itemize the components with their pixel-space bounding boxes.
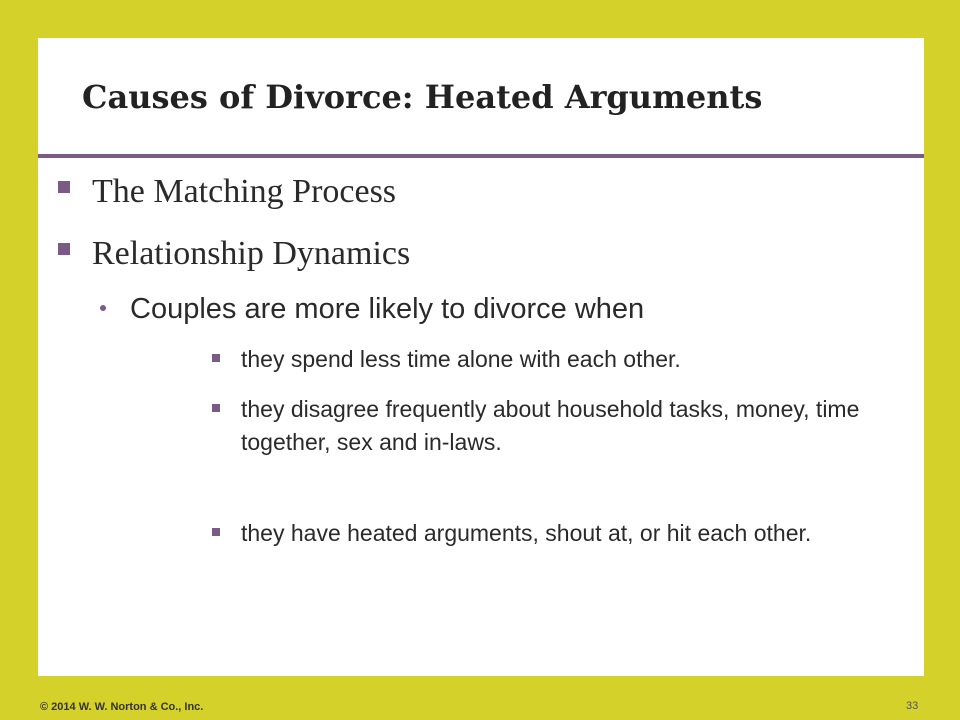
sub-sub-bullet-text: they disagree frequently about household tasks, money, time together, sex and in-laws.: [241, 396, 860, 455]
bullet-text: Relationship Dynamics: [92, 235, 411, 272]
sub-sub-bullet-text: they have heated arguments, shout at, or hit each other.: [241, 520, 812, 546]
slide-title: Causes of Divorce: Heated Arguments: [82, 78, 763, 116]
square-bullet-icon: [58, 243, 70, 255]
dot-bullet-icon: [100, 305, 106, 311]
slide-content: [38, 38, 924, 676]
sub-sub-bullet-3: [212, 517, 882, 550]
bullet-relationship-dynamics: [58, 235, 410, 273]
sub-sub-bullet-text: they spend less time alone with each other.: [241, 346, 681, 372]
sub-sub-bullet-1: [212, 343, 882, 376]
bullet-text: The Matching Process: [92, 173, 397, 210]
sub-bullet-text: Couples are more likely to divorce when: [130, 293, 645, 325]
slide-panel: [38, 38, 924, 676]
page-number: 33: [906, 700, 919, 712]
square-bullet-icon: [212, 354, 220, 362]
sub-sub-bullet-2: [212, 393, 882, 459]
square-bullet-icon: [58, 181, 70, 193]
copyright-notice: © 2014 W. W. Norton & Co., Inc.: [40, 701, 204, 713]
square-bullet-icon: [212, 528, 220, 536]
sub-bullet: [100, 293, 644, 326]
bullet-matching-process: [58, 173, 396, 211]
square-bullet-icon: [212, 404, 220, 412]
